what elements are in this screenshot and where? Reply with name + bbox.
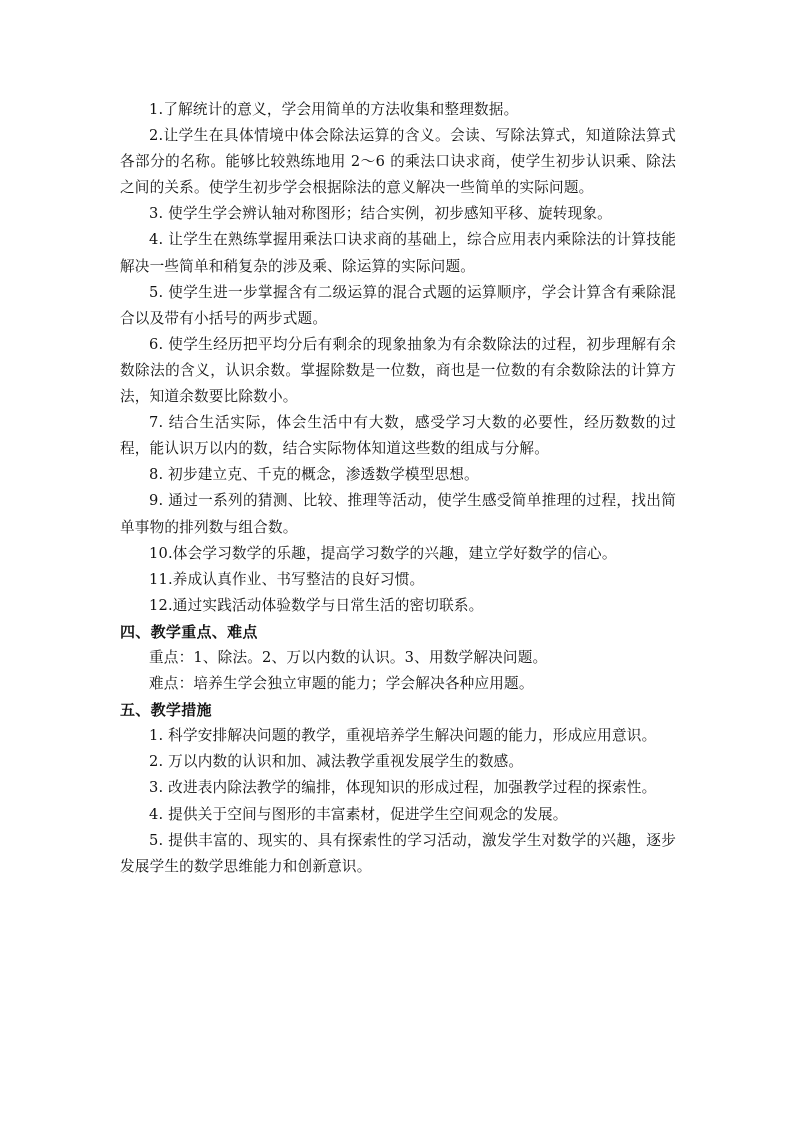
goal-item-6: 6. 使学生经历把平均分后有剩余的现象抽象为有余数除法的过程，初步理解有余数除法的含义，认识余数。掌握除数是一位数，商也是一位数的有余数除法的计算方法，知道余数要比除数小。 [120,335,676,406]
section-heading-key-points: 四、教学重点、难点 [120,622,258,641]
goal-item-8: 8. 初步建立克、千克的概念，渗透数学模型思想。 [149,466,479,484]
measure-item-5: 5. 提供丰富的、现实的、具有探索性的学习活动，激发学生对数学的兴趣，逐步发展学生的数学思维能力和创新意识。 [120,831,676,875]
measure-item-1: 1. 科学安排解决问题的教学，重视培养学生解决问题的能力，形成应用意识。 [149,727,657,745]
section-heading-measures: 五、教学措施 [120,701,212,720]
goal-item-5: 5. 使学生进一步掌握含有二级运算的混合式题的运算顺序，学会计算含有乘除混合以及带有小括号的两步式题。 [120,283,676,327]
goal-item-7: 7. 结合生活实际，体会生活中有大数，感受学习大数的必要性，经历数数的过程，能认识万以内的数，结合实际物体知道这些数的组成与分解。 [120,414,676,458]
goal-item-10: 10.体会学习数学的乐趣，提高学习数学的兴趣，建立学好数学的信心。 [149,544,617,562]
difficulties-text: 难点：培养生学会独立审题的能力；学会解决各种应用题。 [149,675,534,693]
goal-item-12: 12.通过实践活动体验数学与日常生活的密切联系。 [149,596,484,614]
measure-item-3: 3. 改进表内除法教学的编排，体现知识的形成过程，加强教学过程的探索性。 [149,779,657,797]
key-points-text: 重点：1、除法。2、万以内数的认识。3、用数学解决问题。 [149,648,548,666]
goal-item-4: 4. 让学生在熟练掌握用乘法口诀求商的基础上，综合应用表内乘除法的计算技能解决一些简单和稍复杂的涉及乘、除运算的实际问题。 [120,231,676,275]
goal-item-11: 11.养成认真作业、书写整洁的良好习惯。 [149,570,425,588]
goal-item-1: 1.了解统计的意义，学会用简单的方法收集和整理数据。 [149,101,519,118]
goal-item-9: 9. 通过一系列的猜测、比较、推理等活动，使学生感受简单推理的过程，找出简单事物的排列数与组合数。 [120,492,676,536]
document-body [120,97,676,880]
goal-item-2: 2.让学生在具体情境中体会除法运算的含义。会读、写除法算式，知道除法算式各部分的名称。能够比较熟练地用 2～6 的乘法口诀求商，使学生初步认识乘、除法之间的关系。使学生初步学会根据除法的意义解决一些简单的实际问题。 [120,127,676,197]
measure-item-2: 2. 万以内数的认识和加、减法教学重视发展学生的数感。 [149,753,524,771]
goal-item-3: 3. 使学生学会辨认轴对称图形；结合实例，初步感知平移、旋转现象。 [149,205,612,223]
measure-item-4: 4. 提供关于空间与图形的丰富素材，促进学生空间观念的发展。 [149,805,568,823]
